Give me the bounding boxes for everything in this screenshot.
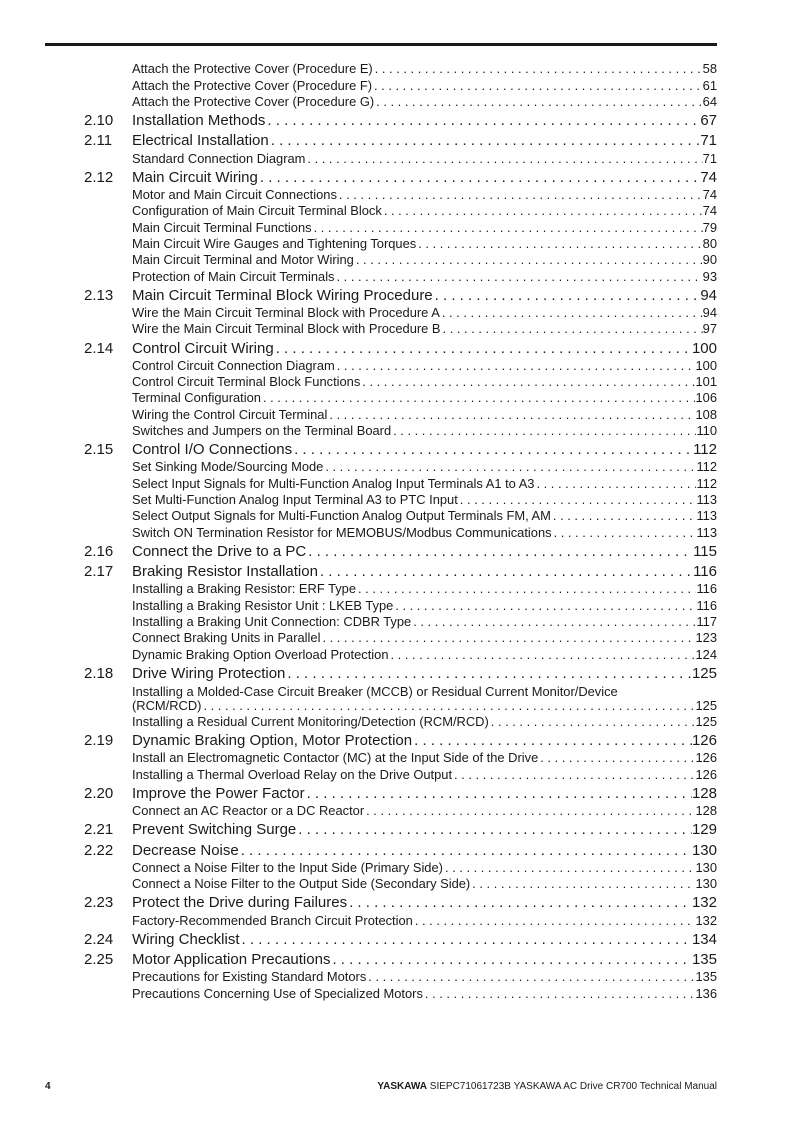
- dot-leader: [412, 732, 692, 749]
- toc-section-entry[interactable]: [0, 131, 793, 151]
- toc-section-number: 2.21: [84, 821, 114, 839]
- toc-subsection-entry[interactable]: [0, 188, 793, 204]
- toc-entry-title: Wiring Checklist: [132, 930, 240, 948]
- toc-section-entry[interactable]: [0, 338, 793, 358]
- toc-page-number: 134: [691, 930, 717, 948]
- toc-section-number: 2.18: [84, 664, 114, 682]
- dot-leader: [372, 78, 703, 93]
- toc-subsection-entry[interactable]: [0, 476, 793, 492]
- toc-section-entry[interactable]: [0, 286, 793, 306]
- toc-entry-title: Installing a Braking Unit Connection: CDBR Type: [132, 613, 412, 629]
- toc-subsection-entry[interactable]: [0, 220, 793, 236]
- toc-subsection-entry[interactable]: [0, 407, 793, 423]
- toc-subsection-entry[interactable]: [0, 204, 793, 220]
- dot-leader: [489, 714, 696, 729]
- toc-subsection-entry[interactable]: [0, 582, 793, 598]
- toc-entry-title: Motor Application Precautions: [132, 951, 331, 969]
- dot-leader: [239, 842, 692, 859]
- toc-page-number: 116: [696, 581, 717, 597]
- toc-page-number: 112: [696, 475, 717, 491]
- toc-subsection-entry[interactable]: [0, 237, 793, 253]
- toc-page-number: 90: [702, 252, 717, 268]
- dot-leader: [440, 305, 703, 320]
- dot-leader: [411, 614, 696, 629]
- toc-page-number: 71: [702, 150, 717, 166]
- toc-section-entry[interactable]: [0, 111, 793, 131]
- toc-page-number: 129: [691, 821, 717, 839]
- dot-leader: [354, 252, 703, 267]
- toc-subsection-entry[interactable]: [0, 861, 793, 877]
- toc-page-number: 135: [691, 951, 717, 969]
- toc-entry-title: Configuration of Main Circuit Terminal Block: [132, 203, 382, 219]
- dot-leader: [318, 563, 693, 580]
- toc-entry-title: Standard Connection Diagram: [132, 150, 306, 166]
- toc-entry-title: Main Circuit Terminal Block Wiring Procedure: [132, 286, 433, 304]
- toc-subsection-entry[interactable]: [0, 95, 793, 111]
- dot-leader: [269, 132, 701, 149]
- toc-page-number: 61: [702, 77, 717, 93]
- toc-page-number: 64: [702, 93, 717, 109]
- toc-entry-title: Precautions for Existing Standard Motors: [132, 969, 367, 985]
- toc-section-entry[interactable]: [0, 440, 793, 460]
- toc-page-number: 74: [700, 168, 717, 186]
- toc-entry-title: Protection of Main Circuit Terminals: [132, 268, 335, 284]
- toc-section-entry[interactable]: [0, 664, 793, 684]
- dot-leader: [423, 986, 696, 1001]
- toc-section-number: 2.17: [84, 563, 114, 581]
- toc-subsection-entry[interactable]: [0, 509, 793, 525]
- toc-page-number: 130: [691, 841, 717, 859]
- dot-leader: [240, 931, 692, 948]
- toc-section-entry[interactable]: [0, 820, 793, 840]
- toc-page-number: 126: [695, 766, 717, 782]
- toc-entry-title: Installing a Braking Resistor Unit : LKEB Type: [132, 597, 394, 613]
- dot-leader: [323, 459, 696, 474]
- toc-page-number: 67: [700, 112, 717, 130]
- toc-page-number: 97: [702, 321, 717, 337]
- dot-leader: [382, 203, 703, 218]
- toc-section-number: 2.10: [84, 112, 114, 130]
- toc-entry-title: Installation Methods: [132, 112, 266, 130]
- header-rule: [45, 43, 717, 46]
- dot-leader: [335, 269, 703, 284]
- toc-subsection-entry[interactable]: [0, 970, 793, 986]
- toc-page-number: 125: [695, 714, 717, 729]
- toc-entry-title: Improve the Power Factor: [132, 784, 305, 802]
- toc-subsection-entry[interactable]: [0, 460, 793, 476]
- toc-entry-title: Select Output Signals for Multi-Function Analog Output Terminals FM, AM: [132, 508, 551, 524]
- dot-leader: [552, 525, 697, 540]
- toc-entry-title: Terminal Configuration: [132, 390, 261, 406]
- toc-subsection-entry[interactable]: [0, 359, 793, 375]
- toc-page-number: 74: [702, 187, 717, 203]
- dot-leader: [360, 374, 695, 389]
- toc-subsection-entry[interactable]: [0, 306, 793, 322]
- toc-subsection-entry[interactable]: [0, 804, 793, 820]
- toc-entry-title: Control I/O Connections: [132, 441, 293, 459]
- toc-subsection-entry[interactable]: [0, 684, 793, 715]
- toc-page-number: 117: [696, 613, 717, 629]
- toc-entry-title: Control Circuit Wiring: [132, 339, 274, 357]
- dot-leader: [320, 630, 695, 645]
- toc-page-number: 126: [691, 732, 717, 750]
- footer-document-title: [377, 1081, 717, 1092]
- toc-page-number: 126: [695, 750, 717, 766]
- toc-section-number: 2.13: [84, 286, 114, 304]
- toc-entry-title: Connect the Drive to a PC: [132, 542, 307, 560]
- toc-entry-title: Electrical Installation: [132, 132, 269, 150]
- dot-leader: [389, 647, 696, 662]
- footer-page-number: 4: [45, 1081, 51, 1092]
- toc-section-entry[interactable]: [0, 950, 793, 970]
- toc-page-number: 130: [695, 859, 717, 875]
- toc-entry-title: Wiring the Control Circuit Terminal: [132, 406, 328, 422]
- toc-subsection-entry[interactable]: [0, 424, 793, 440]
- toc-entry-title: Decrease Noise: [132, 841, 239, 859]
- toc-page-number: 94: [702, 305, 717, 321]
- toc-subsection-entry[interactable]: [0, 598, 793, 614]
- dot-leader: [443, 860, 696, 875]
- dot-leader: [538, 750, 695, 765]
- toc-page-number: 113: [696, 492, 717, 508]
- toc-page-number: 128: [695, 803, 717, 819]
- toc-page-number: 94: [700, 286, 717, 304]
- toc-page-number: 108: [695, 406, 717, 422]
- toc-page-number: 115: [693, 542, 717, 560]
- toc-section-number: 2.23: [84, 894, 114, 912]
- toc-entry-title: Switch ON Termination Resistor for MEMOBUS/Modbus Communications: [132, 524, 552, 540]
- toc-entry-title: Precautions Concerning Use of Specialized Motors: [132, 985, 423, 1001]
- table-of-contents: [0, 62, 793, 1003]
- toc-subsection-entry[interactable]: [0, 322, 793, 338]
- toc-page-number: 93: [702, 268, 717, 284]
- toc-section-number: 2.25: [84, 951, 114, 969]
- toc-entry-title: Main Circuit Terminal Functions: [132, 219, 312, 235]
- toc-page-number: 130: [695, 876, 717, 892]
- toc-entry-title: Installing a Braking Resistor: ERF Type: [132, 581, 357, 597]
- dot-leader: [306, 543, 693, 560]
- toc-entry-title: Set Sinking Mode/Sourcing Mode: [132, 459, 324, 475]
- toc-page-number: 135: [695, 969, 717, 985]
- toc-page-number: 112: [693, 441, 717, 459]
- dot-leader: [374, 94, 702, 109]
- toc-section-number: 2.12: [84, 168, 114, 186]
- toc-entry-title: Installing a Molded-Case Circuit Breaker (MCCB) or Residual Current Monitor/Device: [132, 683, 618, 699]
- dot-leader: [366, 969, 695, 984]
- toc-subsection-entry[interactable]: [0, 715, 793, 731]
- toc-page-number: 101: [695, 374, 717, 390]
- footer-doc-id: SIEPC71061723B YASKAWA AC Drive CR700 Technical Manual: [427, 1081, 717, 1092]
- toc-section-entry[interactable]: [0, 930, 793, 950]
- dot-leader: [458, 492, 697, 507]
- dot-leader: [470, 876, 695, 891]
- dot-leader: [265, 112, 700, 129]
- dot-leader: [201, 698, 695, 713]
- toc-entry-title: Attach the Protective Cover (Procedure G): [132, 93, 375, 109]
- dot-leader: [292, 441, 693, 458]
- toc-entry-title: Wire the Main Circuit Terminal Block with Procedure B: [132, 321, 441, 337]
- toc-page-number: 116: [693, 563, 717, 581]
- toc-page-number: 79: [702, 219, 717, 235]
- dot-leader: [305, 785, 692, 802]
- toc-entry-title: Control Circuit Connection Diagram: [132, 357, 335, 373]
- toc-entry-title: Prevent Switching Surge: [132, 821, 297, 839]
- dot-leader: [312, 220, 703, 235]
- toc-entry-title: Protect the Drive during Failures: [132, 894, 348, 912]
- dot-leader: [347, 894, 692, 911]
- toc-section-entry[interactable]: [0, 168, 793, 188]
- toc-section-number: 2.24: [84, 930, 114, 948]
- toc-section-number: 2.22: [84, 841, 114, 859]
- toc-entry-title: Dynamic Braking Option, Motor Protection: [132, 732, 413, 750]
- toc-entry-title: Installing a Thermal Overload Relay on the Drive Output: [132, 766, 453, 782]
- toc-subsection-entry[interactable]: [0, 391, 793, 407]
- toc-entry-title: Control Circuit Terminal Block Functions: [132, 374, 361, 390]
- toc-entry-title: Select Input Signals for Multi-Function Analog Input Terminals A1 to A3: [132, 475, 535, 491]
- toc-entry-title: Motor and Main Circuit Connections: [132, 187, 337, 203]
- toc-page-number: 112: [696, 459, 717, 475]
- toc-entry-title: Main Circuit Terminal and Motor Wiring: [132, 252, 354, 268]
- toc-section-number: 2.11: [84, 132, 113, 150]
- toc-entry-title: Attach the Protective Cover (Procedure E): [132, 61, 373, 77]
- toc-subsection-entry[interactable]: [0, 767, 793, 783]
- toc-entry-title: Install an Electromagnetic Contactor (MC) at the Input Side of the Drive: [132, 750, 539, 766]
- toc-page-number: 74: [702, 203, 717, 219]
- toc-subsection-entry[interactable]: [0, 253, 793, 269]
- dot-leader: [416, 236, 702, 251]
- toc-subsection-entry[interactable]: [0, 375, 793, 391]
- toc-page-number: 125: [691, 664, 717, 682]
- toc-subsection-entry[interactable]: [0, 631, 793, 647]
- dot-leader: [433, 287, 701, 304]
- toc-entry-title: Installing a Residual Current Monitoring/Detection (RCM/RCD): [132, 714, 489, 729]
- dot-leader: [285, 665, 692, 682]
- dot-leader: [452, 767, 695, 782]
- dot-leader: [391, 423, 696, 438]
- toc-entry-title: Drive Wiring Protection: [132, 664, 286, 682]
- toc-section-entry[interactable]: [0, 840, 793, 860]
- toc-subsection-entry[interactable]: [0, 62, 793, 78]
- toc-page-number: 100: [695, 357, 717, 373]
- toc-page-number: 132: [691, 894, 717, 912]
- footer-brand: YASKAWA: [377, 1081, 428, 1092]
- toc-page-number: 110: [696, 422, 717, 438]
- toc-entry-title: Connect a Noise Filter to the Input Side (Primary Side): [132, 859, 443, 875]
- dot-leader: [551, 508, 697, 523]
- toc-subsection-entry[interactable]: [0, 986, 793, 1002]
- dot-leader: [335, 358, 696, 373]
- toc-page-number: 132: [695, 912, 717, 928]
- dot-leader: [261, 390, 696, 405]
- toc-page-number: 58: [702, 61, 717, 77]
- toc-section-entry[interactable]: [0, 731, 793, 751]
- toc-subsection-entry[interactable]: [0, 493, 793, 509]
- toc-entry-title: Braking Resistor Installation: [132, 563, 318, 581]
- toc-section-number: 2.15: [84, 441, 114, 459]
- toc-subsection-entry[interactable]: [0, 647, 793, 663]
- toc-section-number: 2.16: [84, 542, 114, 560]
- toc-entry-title: Connect an AC Reactor or a DC Reactor: [132, 803, 365, 819]
- toc-section-entry[interactable]: [0, 562, 793, 582]
- toc-page-number: 100: [691, 339, 717, 357]
- toc-entry-title: Switches and Jumpers on the Terminal Board: [132, 422, 392, 438]
- toc-entry-title: Connect a Noise Filter to the Output Side (Secondary Side): [132, 876, 471, 892]
- toc-page-number: 116: [696, 597, 717, 613]
- dot-leader: [337, 187, 703, 202]
- toc-subsection-entry[interactable]: [0, 615, 793, 631]
- toc-section-number: 2.19: [84, 732, 114, 750]
- toc-subsection-entry[interactable]: [0, 525, 793, 541]
- toc-entry-title: Attach the Protective Cover (Procedure F): [132, 77, 373, 93]
- toc-entry-title: Connect Braking Units in Parallel: [132, 630, 321, 646]
- toc-entry-title: Wire the Main Circuit Terminal Block with Procedure A: [132, 305, 440, 321]
- toc-page-number: 113: [696, 524, 717, 540]
- toc-section-entry[interactable]: [0, 893, 793, 913]
- toc-subsection-entry[interactable]: [0, 151, 793, 167]
- toc-page-number: 125: [695, 697, 717, 713]
- toc-entry-title: Main Circuit Wire Gauges and Tightening Torques: [132, 235, 417, 251]
- toc-section-entry[interactable]: [0, 784, 793, 804]
- toc-entry-title: Main Circuit Wiring: [132, 168, 258, 186]
- toc-entry-title-continued: (RCM/RCD): [132, 697, 202, 713]
- toc-page-number: 80: [702, 235, 717, 251]
- toc-section-number: 2.14: [84, 339, 114, 357]
- dot-leader: [258, 169, 700, 186]
- toc-subsection-entry[interactable]: [0, 269, 793, 285]
- toc-page-number: 124: [695, 646, 717, 662]
- toc-entry-title: Factory-Recommended Branch Circuit Protection: [132, 912, 413, 928]
- dot-leader: [327, 407, 695, 422]
- dot-leader: [296, 821, 692, 838]
- toc-entry-title: Dynamic Braking Option Overload Protection: [132, 646, 389, 662]
- dot-leader: [356, 581, 696, 596]
- toc-page-number: 123: [695, 630, 717, 646]
- toc-subsection-entry[interactable]: [0, 78, 793, 94]
- dot-leader: [413, 913, 696, 928]
- toc-page-number: 71: [700, 132, 717, 150]
- dot-leader: [441, 321, 703, 336]
- toc-entry-title: Set Multi-Function Analog Input Terminal A3 to PTC Input: [132, 492, 458, 508]
- dot-leader: [373, 61, 703, 76]
- toc-subsection-entry[interactable]: [0, 913, 793, 929]
- dot-leader: [364, 803, 695, 818]
- toc-subsection-entry[interactable]: [0, 751, 793, 767]
- toc-page-number: 136: [695, 985, 717, 1001]
- toc-section-entry[interactable]: [0, 542, 793, 562]
- toc-page-number: 113: [696, 508, 717, 524]
- dot-leader: [330, 951, 692, 968]
- dot-leader: [393, 598, 696, 613]
- dot-leader: [274, 340, 692, 357]
- toc-subsection-entry[interactable]: [0, 877, 793, 893]
- toc-page-number: 128: [691, 784, 717, 802]
- dot-leader: [534, 476, 696, 491]
- toc-section-number: 2.20: [84, 784, 114, 802]
- toc-page-number: 106: [695, 390, 717, 406]
- dot-leader: [305, 151, 702, 166]
